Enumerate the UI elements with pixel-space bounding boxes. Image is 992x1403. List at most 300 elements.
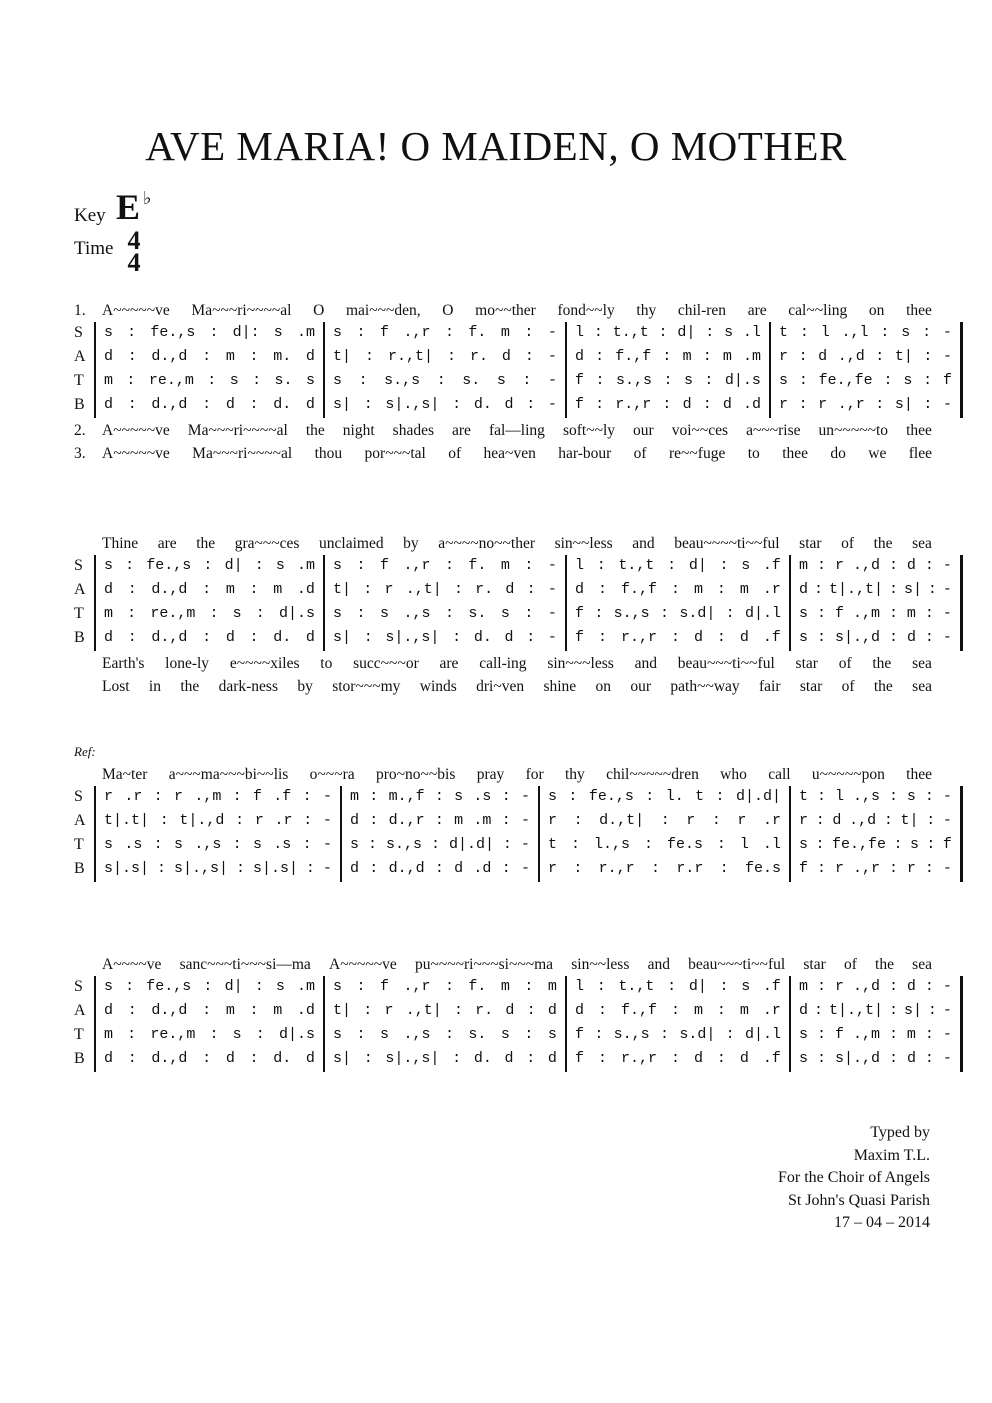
note-token: : [725, 1026, 735, 1043]
note-token: f [834, 1026, 844, 1043]
part-label: A [74, 1002, 86, 1019]
note-token: s [741, 557, 751, 574]
measure-notes [575, 324, 761, 341]
note-token: d [739, 1050, 749, 1067]
note-token: s [379, 1026, 389, 1043]
measure [799, 1050, 952, 1067]
note-token: r [254, 812, 264, 829]
lyric-word: stor~~~my [332, 677, 401, 695]
note-token: f. [468, 557, 487, 574]
note-token: : [924, 557, 934, 574]
measure-notes [799, 860, 952, 877]
note-token: l [834, 788, 844, 805]
note-token: .,d [837, 348, 865, 365]
note-token: .m [296, 557, 315, 574]
measure-notes [333, 396, 557, 413]
note-token: - [322, 812, 332, 829]
measure [333, 372, 557, 389]
barline [94, 322, 96, 418]
note-token: d [693, 1050, 703, 1067]
lyric-word: shine [543, 677, 577, 695]
measure [799, 978, 952, 995]
note-token: s [683, 372, 693, 389]
note-token: .,s [403, 605, 431, 622]
part-label: S [74, 978, 83, 995]
note-token: : [524, 1026, 534, 1043]
note-token: r [548, 860, 558, 877]
note-token: - [322, 860, 332, 877]
measure [779, 372, 952, 389]
note-token: d [501, 348, 511, 365]
measure-notes [333, 605, 557, 622]
note-token: r.,r [615, 396, 652, 413]
note-token: s|.,d [834, 629, 880, 646]
lyric-word: har-bour [558, 444, 612, 462]
note-token: : [597, 1050, 607, 1067]
note-token: t.,t [618, 978, 655, 995]
note-token: : [595, 348, 605, 365]
lyric-word: Ma~~~ri~~~~al [191, 302, 292, 319]
measure-notes [104, 629, 315, 646]
note-token: t| [333, 581, 352, 598]
part-row [0, 581, 992, 603]
lyric-word: by [297, 677, 313, 695]
lyric-word: on [595, 677, 612, 695]
note-token: d|.l [744, 1026, 781, 1043]
note-token: : [444, 557, 454, 574]
measure [333, 629, 557, 646]
note-token: f [834, 605, 844, 622]
lyric-words [102, 655, 932, 673]
measure-notes [333, 978, 557, 995]
lyric-word: lone-ly [165, 655, 210, 672]
measure [575, 629, 781, 646]
lyric-word: are [452, 422, 471, 439]
measure-notes [104, 860, 332, 877]
note-token: : [153, 788, 163, 805]
note-token: : [364, 348, 374, 365]
credits [778, 1122, 930, 1235]
measure [548, 812, 781, 829]
lyric-word: mo~~ther [475, 302, 536, 319]
lyric-word: chil-ren [677, 302, 727, 319]
part-row [0, 629, 992, 651]
barline [789, 555, 791, 651]
note-token: : [924, 860, 934, 877]
lyric-words [102, 302, 932, 320]
measure-notes [104, 1002, 315, 1019]
lyric-word: of [841, 535, 855, 552]
note-token: t|.,t| [828, 581, 883, 598]
measure-notes [333, 1002, 557, 1019]
page-title: AVE MARIA! O MAIDEN, O MOTHER [145, 123, 847, 169]
lyric-word: do [830, 444, 846, 462]
note-token: : [711, 812, 721, 829]
note-token: : [798, 396, 808, 413]
lyric-word: night [342, 422, 375, 439]
note-token: : [593, 324, 603, 341]
barline [565, 976, 567, 1072]
measure-notes [104, 978, 315, 995]
note-token: m [104, 605, 114, 622]
note-token: : [430, 836, 440, 853]
note-token: s| [903, 581, 922, 598]
note-token: d [505, 581, 515, 598]
barline [960, 322, 963, 418]
lyric-word: por~~~tal [364, 444, 426, 462]
note-token: d [225, 396, 235, 413]
note-token: : [716, 581, 726, 598]
note-token: : [209, 324, 219, 341]
note-token: : [816, 557, 826, 574]
barline [323, 555, 325, 651]
measure-notes [799, 557, 952, 574]
note-token: s [901, 324, 911, 341]
note-token: : [705, 324, 715, 341]
note-token: f [379, 978, 389, 995]
measure [104, 1002, 315, 1019]
note-token: s [909, 836, 919, 853]
lyric-word: Lost [102, 677, 130, 695]
lyric-word: succ~~~or [353, 655, 419, 672]
lyric-word: we [868, 444, 887, 462]
note-token: s [229, 372, 239, 389]
measure-notes [799, 978, 952, 995]
measure-notes [350, 860, 530, 877]
measure-notes [333, 629, 557, 646]
note-token: : [816, 860, 826, 877]
note-token: d [350, 812, 360, 829]
note-token: .,s [403, 1026, 431, 1043]
note-token: s| [333, 1050, 352, 1067]
note-token: : [594, 1026, 604, 1043]
note-token: : [875, 348, 885, 365]
measure [575, 605, 781, 622]
note-token: s| [903, 1002, 922, 1019]
lyric-word: are [157, 535, 177, 552]
measure [333, 396, 557, 413]
lyric-word: thy [564, 766, 585, 783]
note-token: s|.s| [252, 860, 298, 877]
barline [94, 976, 96, 1072]
note-token: r [906, 860, 916, 877]
note-token: : [888, 581, 898, 598]
lyric-word: pro~no~~bis [375, 766, 456, 783]
note-token: : [597, 629, 607, 646]
note-token: : [573, 860, 583, 877]
note-token: d [906, 557, 916, 574]
note-token: .f [762, 1050, 781, 1067]
lyric-line [0, 766, 992, 786]
note-token: d.,d [151, 348, 188, 365]
note-token: s [104, 324, 114, 341]
note-token: d [906, 629, 916, 646]
note-token: m [225, 348, 235, 365]
lyric-word: call [768, 766, 791, 783]
note-token: : [235, 812, 245, 829]
note-token: d| [224, 978, 243, 995]
note-token: - [547, 348, 557, 365]
note-token: : [501, 812, 511, 829]
note-token: m [799, 978, 809, 995]
note-token: - [942, 1002, 952, 1019]
note-token: m [693, 1002, 703, 1019]
note-token: : [888, 629, 898, 646]
lyric-word: of [633, 444, 647, 462]
note-token: d.,r [388, 812, 425, 829]
note-token: s [379, 605, 389, 622]
note-token: : [659, 1026, 669, 1043]
note-token: d|.s [724, 372, 761, 389]
note-token: : [232, 788, 242, 805]
note-token: s [173, 836, 183, 853]
note-token: s [903, 372, 913, 389]
note-token: - [520, 836, 530, 853]
lyric-word: cal~~ling [788, 302, 848, 319]
lyric-line [0, 678, 992, 698]
note-token: : [888, 1026, 898, 1043]
part-row [0, 557, 992, 579]
lyric-word: call-ing [479, 655, 527, 672]
measure-notes [104, 324, 315, 341]
note-token: d [818, 348, 828, 365]
time-label: Time [74, 238, 114, 259]
note-token: .,t| [405, 581, 442, 598]
measure-notes [333, 581, 557, 598]
measure-notes [548, 812, 781, 829]
note-token: fe.s [744, 860, 781, 877]
note-token: : [153, 836, 163, 853]
measure-notes [333, 1050, 557, 1067]
note-token: f.,f [615, 348, 652, 365]
note-token: .,r [403, 324, 431, 341]
lyric-word: and [632, 535, 655, 552]
note-token: .l [762, 836, 781, 853]
note-token: d.,d [151, 629, 188, 646]
lyric-word: Ma~~~ri~~~~al [187, 422, 288, 439]
lyric-word: thee [906, 766, 932, 783]
measure [575, 348, 761, 365]
note-token: : [305, 860, 315, 877]
measure [104, 372, 315, 389]
measure-notes [575, 372, 761, 389]
note-token: : [888, 860, 898, 877]
measure [799, 812, 952, 829]
note-token: : [816, 788, 826, 805]
note-token: l. [665, 788, 684, 805]
note-token: : [526, 1050, 536, 1067]
note-token: : [202, 581, 212, 598]
note-token: d [504, 629, 514, 646]
lyric-line [0, 956, 992, 976]
note-token: .,r [852, 860, 880, 877]
note-token: f. [468, 978, 487, 995]
note-token: : [524, 557, 534, 574]
lyric-word: a~~~~no~~ther [438, 535, 535, 552]
lyric-word: beau~~~ti~~ful [677, 655, 775, 672]
note-token: t| [894, 348, 913, 365]
lyric-words [102, 678, 932, 696]
note-token: d [104, 348, 114, 365]
note-token: s|.,s| [385, 1050, 440, 1067]
measure-notes [799, 1002, 952, 1019]
note-token: : [524, 605, 534, 622]
note-token: : [816, 629, 826, 646]
lyric-word: our [630, 677, 652, 695]
note-token: : [798, 372, 808, 389]
measure-notes [104, 836, 332, 853]
lyric-word: and [647, 956, 670, 973]
lyric-word: thee [782, 444, 809, 462]
note-token: - [942, 978, 952, 995]
note-token: : [255, 1026, 265, 1043]
credit-line: 17 – 04 – 2014 [834, 1214, 930, 1231]
note-token: .r [762, 812, 781, 829]
note-token: : [444, 978, 454, 995]
note-token: m. [273, 348, 292, 365]
note-token: : [453, 1002, 463, 1019]
note-token: : [667, 557, 677, 574]
measure-notes [104, 348, 315, 365]
note-token: : [596, 557, 606, 574]
note-token: s [104, 557, 114, 574]
measure [333, 1026, 557, 1043]
note-token: s.d| [679, 1026, 716, 1043]
note-token: : [594, 605, 604, 622]
measure [104, 605, 315, 622]
note-token: .d [296, 581, 315, 598]
note-token: r [818, 396, 828, 413]
note-token: : [249, 1002, 259, 1019]
note-token: : [719, 978, 729, 995]
note-token: : [436, 372, 446, 389]
lyric-word: chil~~~~~dren [606, 766, 699, 783]
note-token: r. [475, 581, 494, 598]
note-token: .l [742, 324, 761, 341]
note-token: : [888, 978, 898, 995]
note-token: re.,m [148, 372, 194, 389]
note-token: d [906, 978, 916, 995]
measure [575, 1050, 781, 1067]
note-token: d. [473, 1050, 492, 1067]
verse-number: 1. [74, 302, 86, 319]
note-token: .,m [194, 788, 222, 805]
note-token: s [724, 324, 734, 341]
part-row [0, 348, 992, 370]
part-label: B [74, 396, 85, 413]
note-token: : [156, 860, 166, 877]
note-token: f [252, 788, 262, 805]
note-token: f [942, 372, 952, 389]
note-token: s| [333, 396, 352, 413]
part-label: A [74, 581, 86, 598]
measure-notes [548, 836, 781, 853]
lyric-word: un~~~~~to [818, 422, 889, 439]
note-token: d.,d [151, 1050, 188, 1067]
note-token: .r [124, 788, 143, 805]
note-token: : [883, 812, 893, 829]
note-token: d [104, 629, 114, 646]
lyric-word: thee [906, 422, 932, 439]
note-token: s [779, 372, 789, 389]
part-label: T [74, 836, 84, 853]
note-token: s.,s [615, 372, 652, 389]
note-token: .r [274, 812, 293, 829]
note-token: : [659, 605, 669, 622]
part-label: A [74, 348, 86, 365]
note-token: : [813, 581, 823, 598]
note-token: - [942, 396, 952, 413]
note-token: s|.,d [834, 1050, 880, 1067]
measure [799, 836, 952, 853]
part-row [0, 812, 992, 834]
note-token: d [575, 348, 585, 365]
note-token: d [454, 860, 464, 877]
note-token: : [453, 581, 463, 598]
lyric-word: soft~~ly [562, 422, 616, 439]
lyric-word: of [448, 444, 462, 462]
lyric-word: the [873, 535, 893, 552]
note-token: : [302, 788, 312, 805]
note-token: .s [273, 836, 292, 853]
note-token: : [125, 978, 135, 995]
measure-notes [799, 812, 952, 829]
note-token: : [127, 581, 137, 598]
note-token: s| [894, 396, 913, 413]
note-token: : [356, 605, 366, 622]
note-token: f [575, 629, 585, 646]
note-token: d|.d| [448, 836, 494, 853]
lyric-word: dark-ness [218, 677, 278, 695]
note-token: : [369, 812, 379, 829]
note-token: - [547, 581, 557, 598]
lyric-word: O [313, 302, 325, 319]
note-token: : [434, 788, 444, 805]
note-token: m [104, 1026, 114, 1043]
measure [104, 629, 315, 646]
note-token: s|.,s| [173, 860, 228, 877]
part-label: S [74, 557, 83, 574]
measure-notes [350, 788, 530, 805]
measure-notes [799, 629, 952, 646]
note-token: : [888, 788, 898, 805]
note-token: : [127, 1026, 137, 1043]
note-token: : [798, 348, 808, 365]
note-token: : [235, 860, 245, 877]
measure-notes [104, 1026, 315, 1043]
measure [575, 324, 761, 341]
note-token: : [209, 1026, 219, 1043]
measure-notes [799, 581, 952, 598]
note-token: fe.,s [146, 978, 192, 995]
note-token: m.,f [388, 788, 425, 805]
note-token: fe.,s [150, 324, 196, 341]
key-value: E [116, 187, 141, 227]
lyric-word: our [633, 422, 654, 439]
note-token: : [670, 629, 680, 646]
note-token: s [252, 836, 262, 853]
lyric-word: beau~~~~ti~~ful [674, 535, 780, 552]
measure [779, 324, 952, 341]
note-token: s [799, 1026, 809, 1043]
lyric-word: the [305, 422, 325, 439]
measure [575, 372, 761, 389]
note-token: : [434, 812, 444, 829]
note-token: d.,d [388, 860, 425, 877]
note-token: s [799, 1050, 809, 1067]
note-token: d. [473, 629, 492, 646]
note-token: : [255, 605, 265, 622]
